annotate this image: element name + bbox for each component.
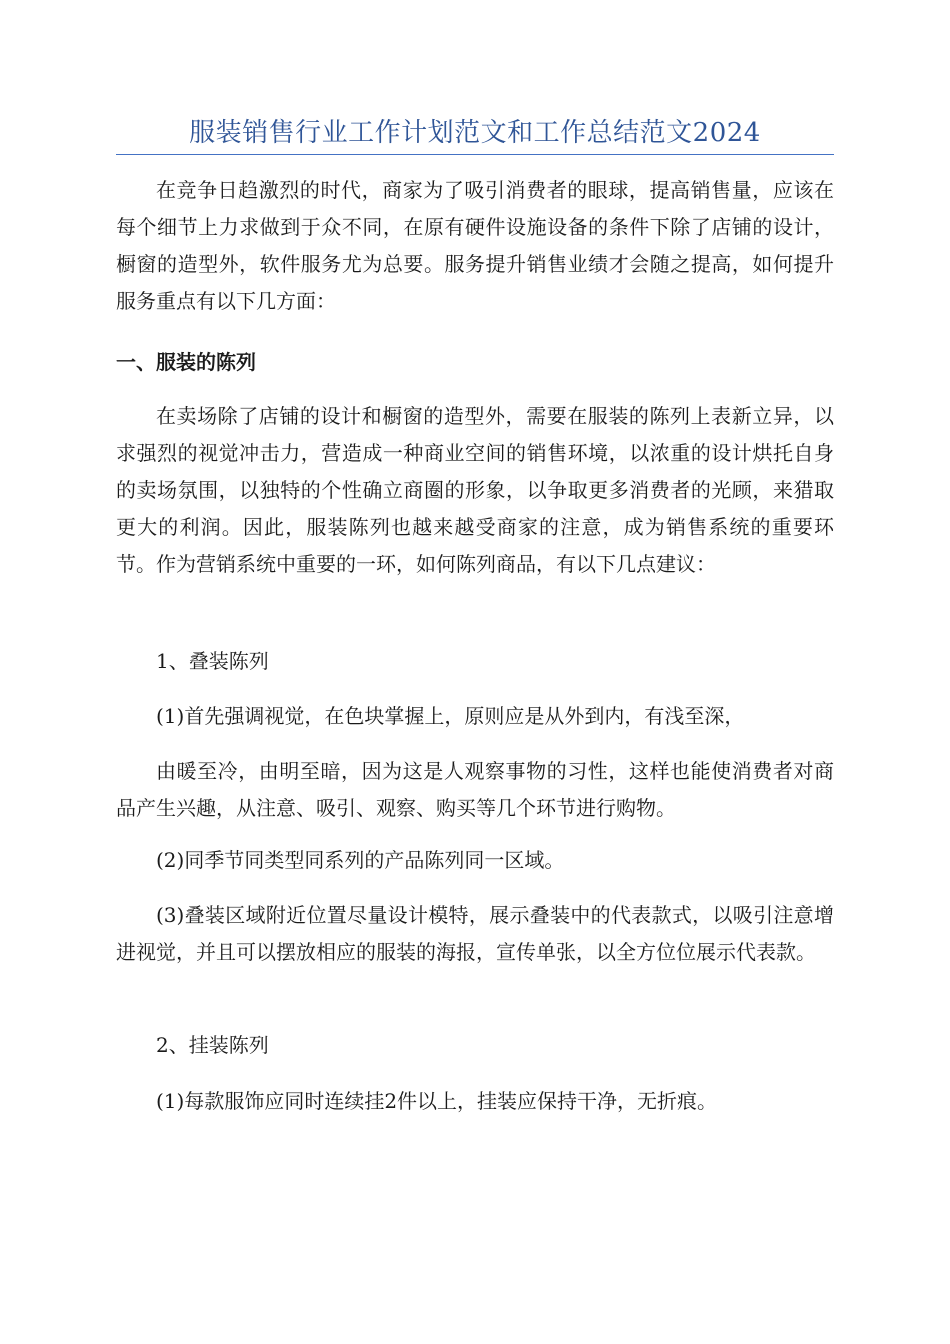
section-body-paragraph: 在卖场除了店铺的设计和橱窗的造型外，需要在服装的陈列上表新立异，以求强烈的视觉冲击力，营造成一种商业空间的销售环境，以浓重的设计烘托自身的卖场氛围，以独特的个性确立商圈的形象，以争取更多消费者的光顾，来猎取更大的利润。因此，服装陈列也越来越受商家的注意，成为销售系统的重要环节。作为营销系统中重要的一环，如何陈列商品，有以下几点建议： [116,404,834,576]
subsection-label-hanging: 2、挂装陈列 [156,1033,269,1057]
list-item-stacked-2: (2)同季节同类型同系列的产品陈列同一区域。 [156,848,565,872]
list-item-stacked-1-continued: 由暖至冷，由明至暗，因为这是人观察事物的习性，这样也能使消费者对商品产生兴趣，从注意、吸引、观察、购买等几个环节进行购物。 [116,759,834,820]
list-item-stacked-1: (1)首先强调视觉，在色块掌握上，原则应是从外到内，有浅至深， [156,704,745,728]
document-page [116,0,834,1344]
list-item-hanging-1: (1)每款服饰应同时连续挂2件以上，挂装应保持干净，无折痕。 [156,1089,718,1113]
title-underline [116,154,834,155]
section-heading-display: 一、服装的陈列 [116,350,256,374]
list-item-stacked-3: (3)叠装区域附近位置尽量设计模特，展示叠装中的代表款式，以吸引注意增进视觉，并且可以摆放相应的服装的海报，宣传单张，以全方位位展示代表款。 [116,903,834,964]
subsection-label-stacked: 1、叠装陈列 [156,649,269,673]
intro-paragraph: 在竞争日趋激烈的时代，商家为了吸引消费者的眼球，提高销售量，应该在每个细节上力求做到于众不同，在原有硬件设施设备的条件下除了店铺的设计，橱窗的造型外，软件服务尤为总要。服务提升销售业绩才会随之提高，如何提升服务重点有以下几方面： [116,178,834,313]
document-title: 服装销售行业工作计划范文和工作总结范文2024 [189,118,761,148]
